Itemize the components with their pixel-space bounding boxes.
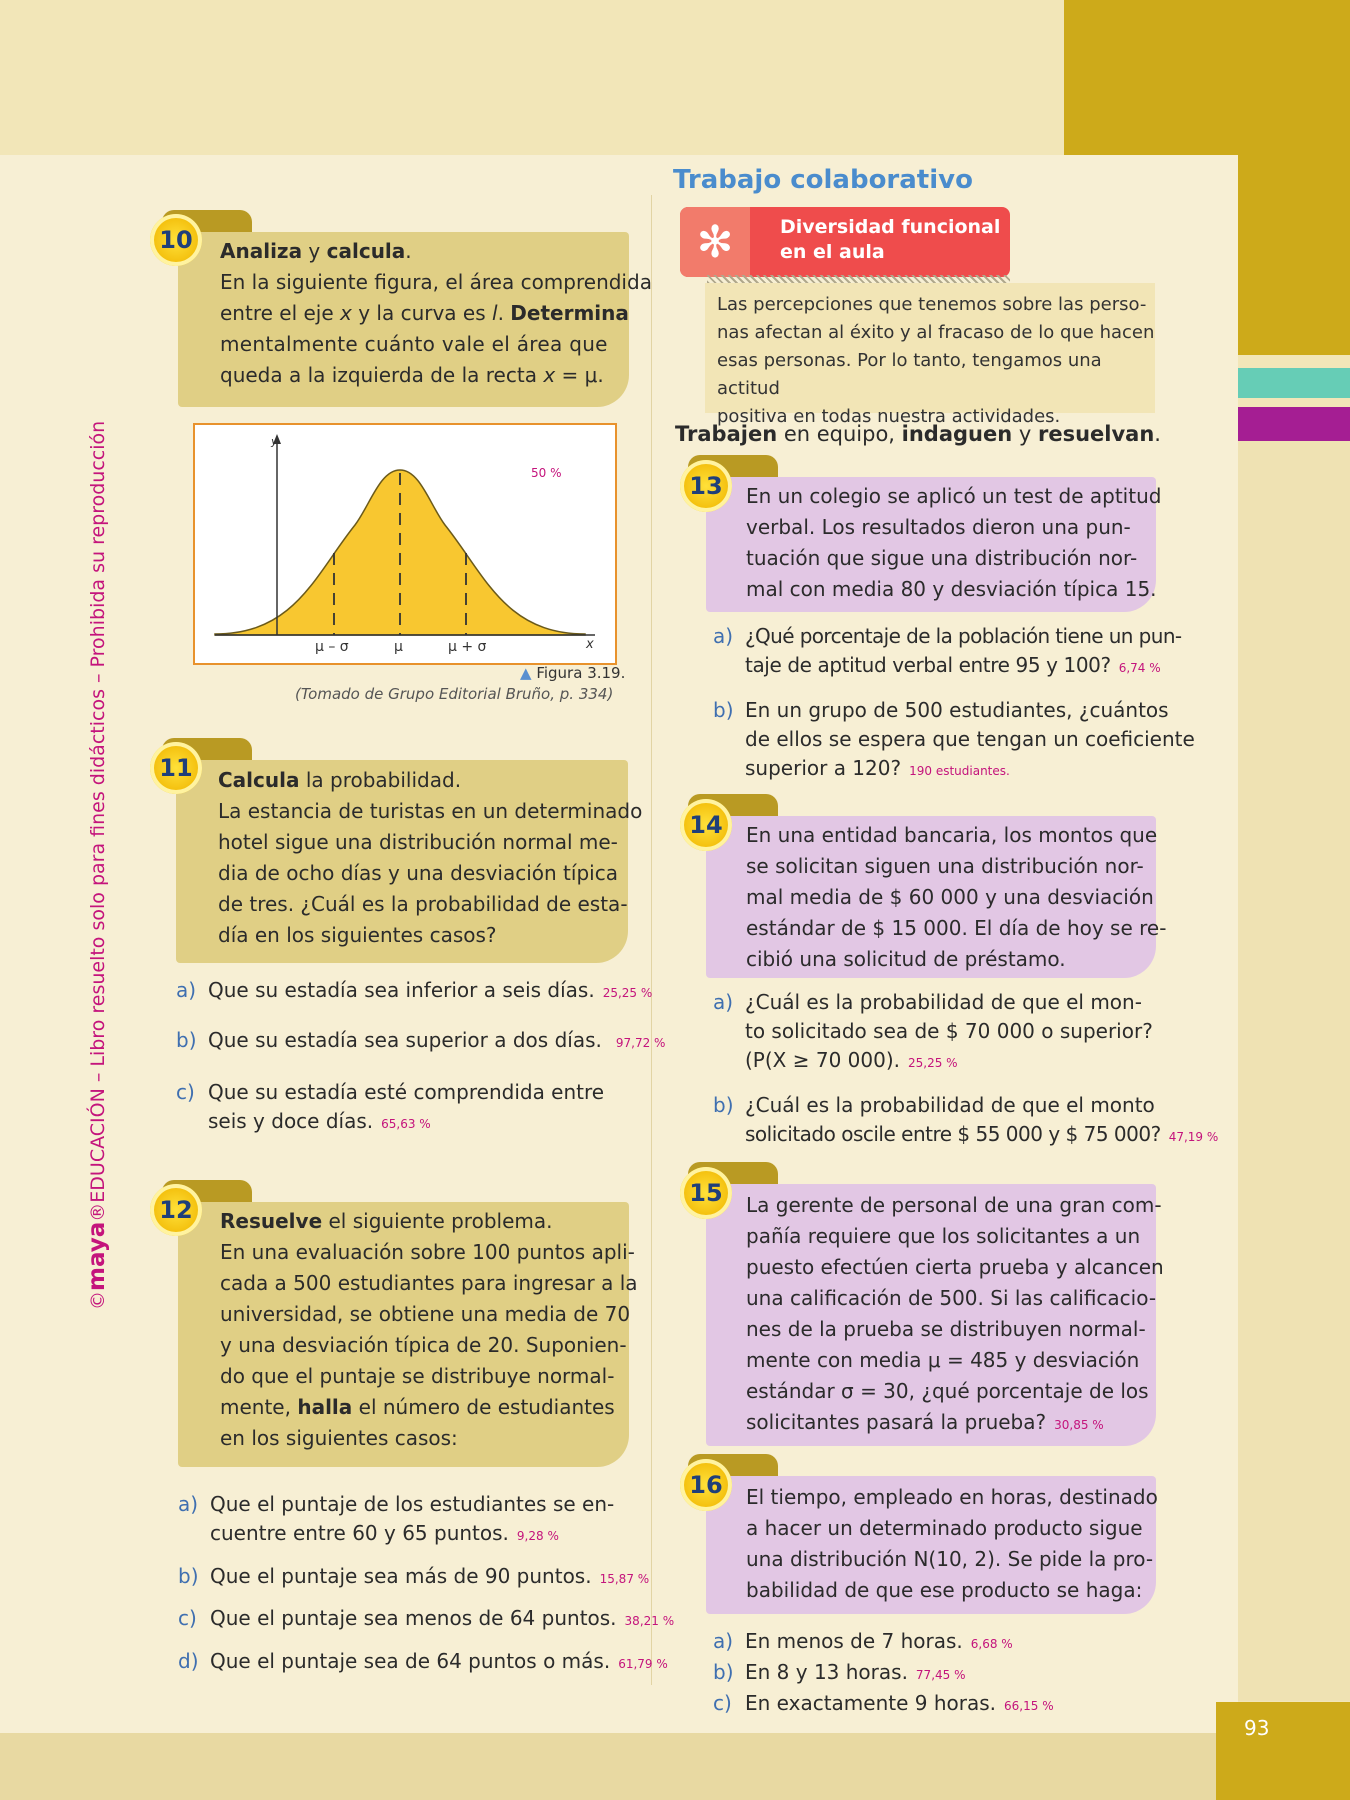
page-number: 93: [1244, 1716, 1270, 1740]
page-number-box: [1216, 1702, 1350, 1800]
gold-edge-block: [1238, 155, 1350, 355]
normal-curve-svg: [195, 425, 615, 663]
section-heading: Trabajo colaborativo: [673, 165, 973, 195]
exercise-15-badge: 15: [680, 1167, 732, 1219]
figure-source: (Tomado de Grupo Editorial Bruño, p. 334): [295, 685, 614, 703]
exercise-15-text: La gerente de personal de una gran com- pañía requiere que los solicitantes a un puesto efectúen cierta prueba y alcancen una calificación de 500. Si las calificacio- nes de la prueba se distribuyen normal- mente con media μ = 485 y desviación estándar σ = 30, ¿qué porcentaje de los solicitantes pasará la prueba? 30,85 %: [746, 1193, 1164, 1434]
copyright-symbol: ©: [87, 1291, 109, 1310]
exercise-14-item-b: b) ¿Cuál es la probabilidad de que el monto solicitado oscile entre $ 55 000 y $ 75 000? 47,19 %: [713, 1093, 1219, 1146]
brand-logo: maya: [84, 1221, 110, 1291]
exercise-11-item-b: b) Que su estadía sea superior a dos días. 97,72 %: [176, 1028, 666, 1052]
exercise-16-item-b: b) En 8 y 13 horas. 77,45 %: [713, 1660, 966, 1684]
exercise-13-item-a: a) ¿Qué porcentaje de la población tiene un pun- taje de aptitud verbal entre 95 y 100? 6,74 %: [713, 624, 1182, 677]
banner-stripes: [707, 275, 1010, 283]
column-divider: [651, 195, 652, 1685]
intro-box: [705, 283, 1155, 427]
exercise-11-item-c: c) Que su estadía esté comprendida entre seis y doce días. 65,63 %: [176, 1080, 605, 1133]
gold-corner: [1064, 0, 1350, 155]
bottom-band: [0, 1733, 1350, 1800]
exercise-13-item-b: b) En un grupo de 500 estudiantes, ¿cuántos de ellos se espera que tengan un coeficiente superior a 120? 190 estudiantes.: [713, 698, 1195, 780]
exercise-14-item-a: a) ¿Cuál es la probabilidad de que el mon- to solicitado sea de $ 70 000 o superior? (P(X ≥ 70 000). 25,25 %: [713, 990, 1153, 1072]
caption-triangle-icon: ▲: [520, 664, 532, 682]
exercise-12-item-a: a) Que el puntaje de los estudiantes se en- cuentre entre 60 y 65 puntos. 9,28 %: [178, 1492, 615, 1545]
exercise-12-item-b: b) Que el puntaje sea más de 90 puntos. 15,87 %: [178, 1564, 650, 1588]
x-axis-label: x: [586, 637, 594, 652]
exercise-11-badge: 11: [150, 742, 202, 794]
team-instruction: Trabajen en equipo, indaguen y resuelvan.: [675, 422, 1161, 446]
exercise-16-text: El tiempo, empleado en horas, destinado a hacer un determinado producto sigue una distribución N(10, 2). Se pide la pro- babilidad de que ese producto se haga:: [746, 1485, 1158, 1602]
exercise-13-badge: 13: [680, 460, 732, 512]
banner-title: Diversidad funcional en el aula: [780, 216, 1001, 263]
exercise-12-badge: 12: [150, 1184, 202, 1236]
tick-mu-minus-sigma: μ – σ: [315, 639, 349, 655]
flower-icon: ✻: [680, 207, 750, 277]
magenta-edge-tab: [1238, 407, 1350, 441]
figure-caption: [520, 664, 625, 682]
tick-mu: μ: [394, 639, 403, 655]
y-axis-label: y: [271, 435, 278, 448]
teal-edge-tab: [1238, 368, 1350, 398]
exercise-10-text: Analiza y calcula. En la siguiente figura, el área comprendida entre el eje x y la curva es l. Determina mentalmente cuánto vale el área que queda a la izquierda de la recta x = μ.: [220, 239, 652, 387]
copyright-text: EDUCACIÓN – Libro resuelto solo para fines didácticos – Prohibida su reproducción: [87, 420, 109, 1203]
exercise-11-item-a: a) Que su estadía sea inferior a seis días. 25,25 %: [176, 978, 653, 1002]
intro-text: Las percepciones que tenemos sobre las perso- nas afectan al éxito y al fracaso de lo que hacen esas personas. Por lo tanto, tengamos una actitud positiva en todas nuestra actividades.: [717, 294, 1155, 427]
tick-mu-plus-sigma: μ + σ: [448, 639, 487, 655]
caption-text: Figura 3.19.: [536, 664, 626, 682]
topic-banner: [680, 207, 1010, 277]
exercise-12-item-d: d) Que el puntaje sea de 64 puntos o más. 61,79 %: [178, 1649, 668, 1673]
top-band: [0, 0, 1064, 155]
exercise-16-item-a: a) En menos de 7 horas. 6,68 %: [713, 1629, 1013, 1653]
exercise-10-badge: 10: [150, 214, 202, 266]
exercise-13-text: En un colegio se aplicó un test de aptitud verbal. Los resultados dieron una pun- tuación que sigue una distribución nor- mal con media 80 y desviación típica 15.: [746, 484, 1162, 601]
exercise-14-text: En una entidad bancaria, los montos que se solicitan siguen una distribución nor- mal media de $ 60 000 y una desviación estándar de $ 15 000. El día de hoy se re- cibió una solicitud de préstamo.: [746, 823, 1167, 971]
normal-curve-figure: [193, 423, 617, 665]
exercise-12-text: Resuelve el siguiente problema. En una evaluación sobre 100 puntos apli- cada a 500 estudiantes para ingresar a la universidad, se obtiene una media de 70 y una desviación típica de 20. Suponien- do que el puntaje se distribuye normal- mente, halla el número de estudiantes en los siguientes casos:: [220, 1209, 638, 1450]
exercise-11-text: Calcula la probabilidad. La estancia de turistas en un determinado hotel sigue una distribución normal me- dia de ocho días y una desviación típica de tres. ¿Cuál es la probabilidad de esta- día en los siguientes casos?: [218, 768, 643, 947]
exercise-12-item-c: c) Que el puntaje sea menos de 64 puntos. 38,21 %: [178, 1606, 675, 1630]
registered-symbol: ®: [87, 1202, 109, 1222]
right-margin: [1238, 441, 1350, 1701]
exercise-16-badge: 16: [680, 1459, 732, 1511]
exercise-16-item-c: c) En exactamente 9 horas. 66,15 %: [713, 1691, 1054, 1715]
fifty-percent-label: 50 %: [531, 466, 562, 480]
exercise-14-badge: 14: [680, 799, 732, 851]
